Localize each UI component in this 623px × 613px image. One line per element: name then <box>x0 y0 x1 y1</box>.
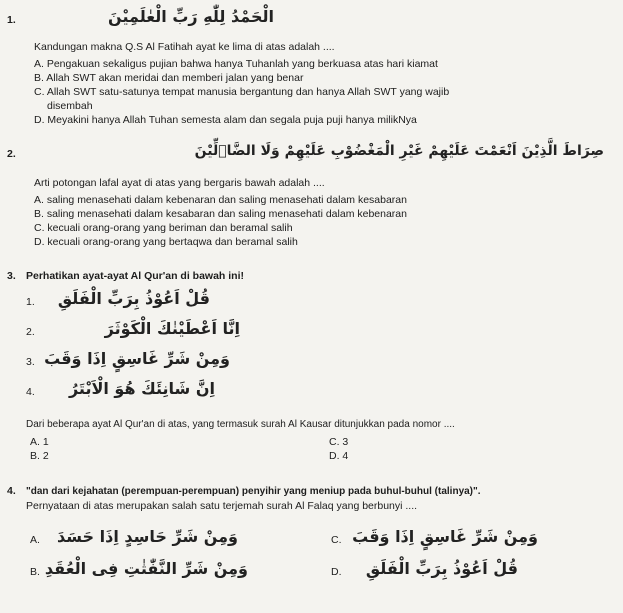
q3-option-a[interactable]: A. 1 <box>30 436 49 448</box>
q3-verse-3-number: 3. <box>26 356 35 368</box>
q4-subquestion: Pernyataan di atas merupakan salah satu terjemah surah Al Falaq yang berbunyi .... <box>26 500 418 512</box>
q2-arabic-verse: صِرَاطَ الَّذِيْنَ اَنْعَمْتَ عَلَيْهِمْ غَيْرِ الْمَغْضُوْبِ عَلَيْهِمْ وَلَا الضَّاۤلِّيْنَ <box>194 143 604 159</box>
q1-number: 1. <box>7 14 16 26</box>
q3-intro: Perhatikan ayat-ayat Al Qur'an di bawah ini! <box>26 270 244 282</box>
q4-option-c-label[interactable]: C. <box>331 534 342 546</box>
q4-question: "dan dari kejahatan (perempuan-perempuan) penyihir yang meniup pada buhul-buhul (talinya)". <box>26 486 481 497</box>
q1-option-c-cont: disembah <box>47 100 93 112</box>
q4-option-a-label[interactable]: A. <box>30 534 40 546</box>
q2-option-d[interactable]: D. kecuali orang-orang yang bertaqwa dan beramal salih <box>34 236 298 248</box>
q3-verse-4: اِنَّ شَانِئَكَ هُوَ الْاَبْتَرُ <box>68 379 215 398</box>
q3-verse-4-number: 4. <box>26 386 35 398</box>
q3-question: Dari beberapa ayat Al Qur'an di atas, yang termasuk surah Al Kausar ditunjukkan pada nomor .... <box>26 419 455 430</box>
q3-verse-1: قُلْ اَعُوْذُ بِرَبِّ الْفَلَقِ <box>57 289 210 308</box>
q1-option-a[interactable]: A. Pengakuan sekaligus pujian bahwa hanya Tuhanlah yang berkuasa atas hari kiamat <box>34 58 438 70</box>
q3-verse-2: اِنَّا اَعْطَيْنٰكَ الْكَوْثَرَ <box>104 319 240 338</box>
q4-option-a[interactable]: وَمِنْ شَرِّ حَاسِدٍ اِذَا حَسَدَ <box>57 527 238 546</box>
q2-option-b[interactable]: B. saling menasehati dalam kesabaran dan saling menasehati dalam kebenaran <box>34 208 407 220</box>
q3-verse-2-number: 2. <box>26 326 35 338</box>
q4-option-d-label[interactable]: D. <box>331 566 342 578</box>
q4-number: 4. <box>7 485 16 497</box>
q4-option-b-label[interactable]: B. <box>30 566 40 578</box>
q1-option-c[interactable]: C. Allah SWT satu-satunya tempat manusia bergantung dan hanya Allah SWT yang wajib <box>34 86 450 98</box>
q2-number: 2. <box>7 148 16 160</box>
q2-question: Arti potongan lafal ayat di atas yang bergaris bawah adalah .... <box>34 177 325 189</box>
q2-option-c[interactable]: C. kecuali orang-orang yang beriman dan beramal salih <box>34 222 293 234</box>
q3-option-c[interactable]: C. 3 <box>329 436 349 448</box>
q1-arabic-verse: الْحَمْدُ لِلّٰهِ رَبِّ الْعٰلَمِيْنَ <box>108 7 274 26</box>
q4-option-c[interactable]: وَمِنْ شَرِّ غَاسِقٍ اِذَا وَقَبَ <box>352 527 538 546</box>
q3-verse-3: وَمِنْ شَرِّ غَاسِقٍ اِذَا وَقَبَ <box>44 349 230 368</box>
q3-number: 3. <box>7 270 16 282</box>
q3-verse-1-number: 1. <box>26 296 35 308</box>
q2-option-a[interactable]: A. saling menasehati dalam kebenaran dan saling menasehati dalam kesabaran <box>34 194 407 206</box>
q4-option-b[interactable]: وَمِنْ شَرِّ النَّفّٰثٰتِ فِى الْعُقَدِ <box>44 559 248 578</box>
q1-option-b[interactable]: B. Allah SWT akan meridai dan memberi jalan yang benar <box>34 72 304 84</box>
q3-option-d[interactable]: D. 4 <box>329 450 349 462</box>
q4-option-d[interactable]: قُلْ اَعُوْذُ بِرَبِّ الْفَلَقِ <box>365 559 518 578</box>
q3-option-b[interactable]: B. 2 <box>30 450 49 462</box>
q1-option-d[interactable]: D. Meyakini hanya Allah Tuhan semesta alam dan segala puja puji hanya milikNya <box>34 114 417 126</box>
q1-question: Kandungan makna Q.S Al Fatihah ayat ke lima di atas adalah .... <box>34 41 335 53</box>
